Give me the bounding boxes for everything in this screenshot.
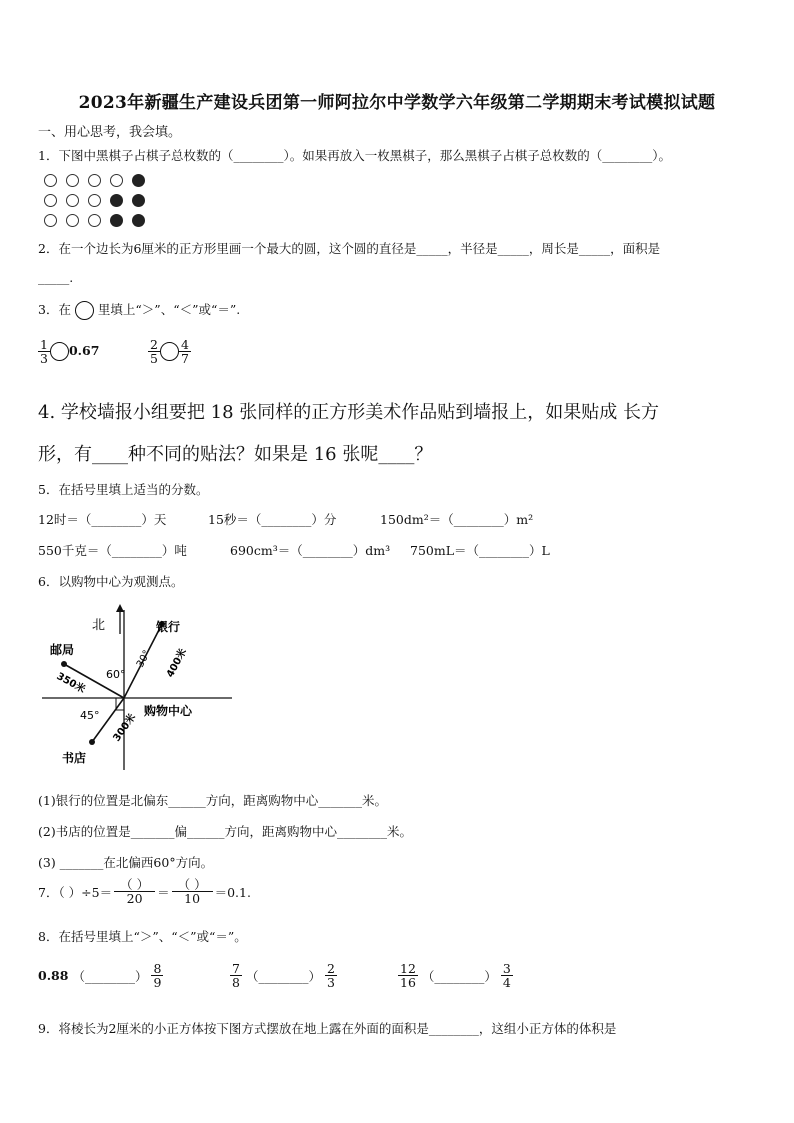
question-2-line2: _____. bbox=[38, 270, 74, 285]
decimal-value: 0.88 bbox=[38, 968, 69, 984]
decimal-value: 0.67 bbox=[68, 343, 100, 359]
white-piece bbox=[44, 194, 57, 207]
distance-350: 350米 bbox=[54, 671, 87, 696]
question-3-pre: 3．在 bbox=[38, 302, 71, 317]
fraction: $\frac{3}{4}$ bbox=[502, 961, 511, 991]
distance-300: 300米 bbox=[111, 712, 139, 744]
q5-item: 15秒＝（________）分 bbox=[208, 512, 337, 527]
white-piece bbox=[66, 194, 79, 207]
q8-item-3 bbox=[398, 962, 513, 989]
q5-item: 12时＝（________）天 bbox=[38, 512, 167, 527]
black-piece bbox=[110, 214, 123, 227]
question-6: 6．以购物中心为观测点。 bbox=[38, 574, 184, 589]
compare-circle[interactable] bbox=[50, 342, 69, 361]
question-7 bbox=[38, 878, 251, 905]
white-piece bbox=[66, 214, 79, 227]
white-piece bbox=[44, 174, 57, 187]
post-office-label: 邮局 bbox=[50, 643, 75, 657]
white-piece bbox=[88, 214, 101, 227]
angle-45: 45° bbox=[80, 709, 100, 722]
white-piece bbox=[88, 174, 101, 187]
question-3-post: 里填上“＞”、“＜”或“＝”. bbox=[97, 302, 241, 317]
question-4-line1: 4. 学校墙报小组要把 18 张同样的正方形美术作品贴到墙报上，如果贴成 长方 bbox=[38, 402, 659, 423]
q5-item: 150dm²＝（________）m² bbox=[380, 512, 534, 527]
bank-label: 银行 bbox=[156, 620, 181, 634]
question-6-sub1: (1)银行的位置是北偏东______方向，距离购物中心_______米。 bbox=[38, 793, 387, 808]
white-piece bbox=[110, 174, 123, 187]
question-6-sub2: (2)书店的位置是_______偏______方向，距离购物中心________米。 bbox=[38, 824, 412, 839]
white-piece bbox=[66, 174, 79, 187]
north-label: 北 bbox=[92, 618, 106, 633]
fraction: $\frac{7}{8}$ bbox=[232, 961, 240, 991]
white-piece bbox=[88, 194, 101, 207]
question-8: 8．在括号里填上“＞”、“＜”或“＝”。 bbox=[38, 929, 247, 944]
distance-400: 400米 bbox=[164, 646, 190, 680]
fraction: $\frac{( )}{20}$ bbox=[114, 878, 155, 905]
black-piece bbox=[110, 194, 123, 207]
section-heading: 一、用心思考，我会填。 bbox=[38, 125, 182, 140]
answer-blank[interactable]: （________） bbox=[245, 968, 321, 984]
question-3-item-a bbox=[38, 338, 99, 365]
question-6-sub3: (3) _______在北偏西60°方向。 bbox=[38, 855, 214, 870]
q8-item-2 bbox=[230, 962, 337, 989]
q7-post: ＝0.1. bbox=[214, 884, 251, 900]
question-3 bbox=[38, 300, 240, 320]
q7-pre: 7．（ ）÷5＝ bbox=[38, 884, 113, 900]
fraction: $\frac{12}{16}$ bbox=[400, 961, 416, 991]
answer-blank[interactable]: （________） bbox=[421, 968, 497, 984]
question-2-line1: 2．在一个边长为6厘米的正方形里画一个最大的圆，这个圆的直径是_____，半径是_____，周长是_____，面积是 bbox=[38, 241, 661, 256]
black-piece bbox=[132, 214, 145, 227]
q5-item: 690cm³＝（________）dm³ bbox=[230, 543, 391, 558]
question-9: 9．将棱长为2厘米的小正方体按下图方式摆放在地上露在外面的面积是________，这组小正方体的体积是 bbox=[38, 1021, 617, 1036]
fraction: $\frac{8}{9}$ bbox=[153, 961, 162, 991]
fraction: $\frac{2}{5}$ bbox=[150, 337, 158, 367]
question-3-item-b bbox=[148, 338, 191, 365]
angle-60: 60° bbox=[106, 668, 126, 681]
page-title: 2023年新疆生产建设兵团第一师阿拉尔中学数学六年级第二学期期末考试模拟试题 bbox=[78, 93, 716, 113]
fraction: $\frac{4}{7}$ bbox=[180, 337, 189, 367]
q5-item: 550千克＝（________）吨 bbox=[38, 543, 187, 558]
q5-item: 750mL＝（________）L bbox=[410, 543, 550, 558]
direction-diagram bbox=[36, 602, 246, 772]
fraction: $\frac{2}{3}$ bbox=[326, 961, 335, 991]
q8-item-1 bbox=[38, 962, 163, 989]
mall-label: 购物中心 bbox=[144, 704, 193, 718]
fraction: $\frac{( )}{10}$ bbox=[172, 878, 213, 905]
angle-30: 30° bbox=[134, 648, 153, 670]
question-4-line2: 形，有____种不同的贴法？如果是 16 张呢____？ bbox=[38, 444, 433, 465]
compare-circle[interactable] bbox=[160, 342, 179, 361]
question-1: 1．下图中黑棋子占棋子总枚数的（________）。如果再放入一枚黑棋子，那么黑棋子占棋子总枚数的（________）。 bbox=[38, 148, 671, 163]
question-5: 5．在括号里填上适当的分数。 bbox=[38, 482, 209, 497]
black-piece bbox=[132, 174, 145, 187]
circle-icon bbox=[75, 301, 94, 320]
black-piece bbox=[132, 194, 145, 207]
north-arrow-icon bbox=[116, 604, 124, 612]
white-piece bbox=[44, 214, 57, 227]
q7-eq: ＝ bbox=[157, 884, 170, 900]
fraction: $\frac{1}{3}$ bbox=[40, 337, 48, 367]
bookstore-label: 书店 bbox=[62, 751, 87, 765]
answer-blank[interactable]: （________） bbox=[72, 968, 148, 984]
